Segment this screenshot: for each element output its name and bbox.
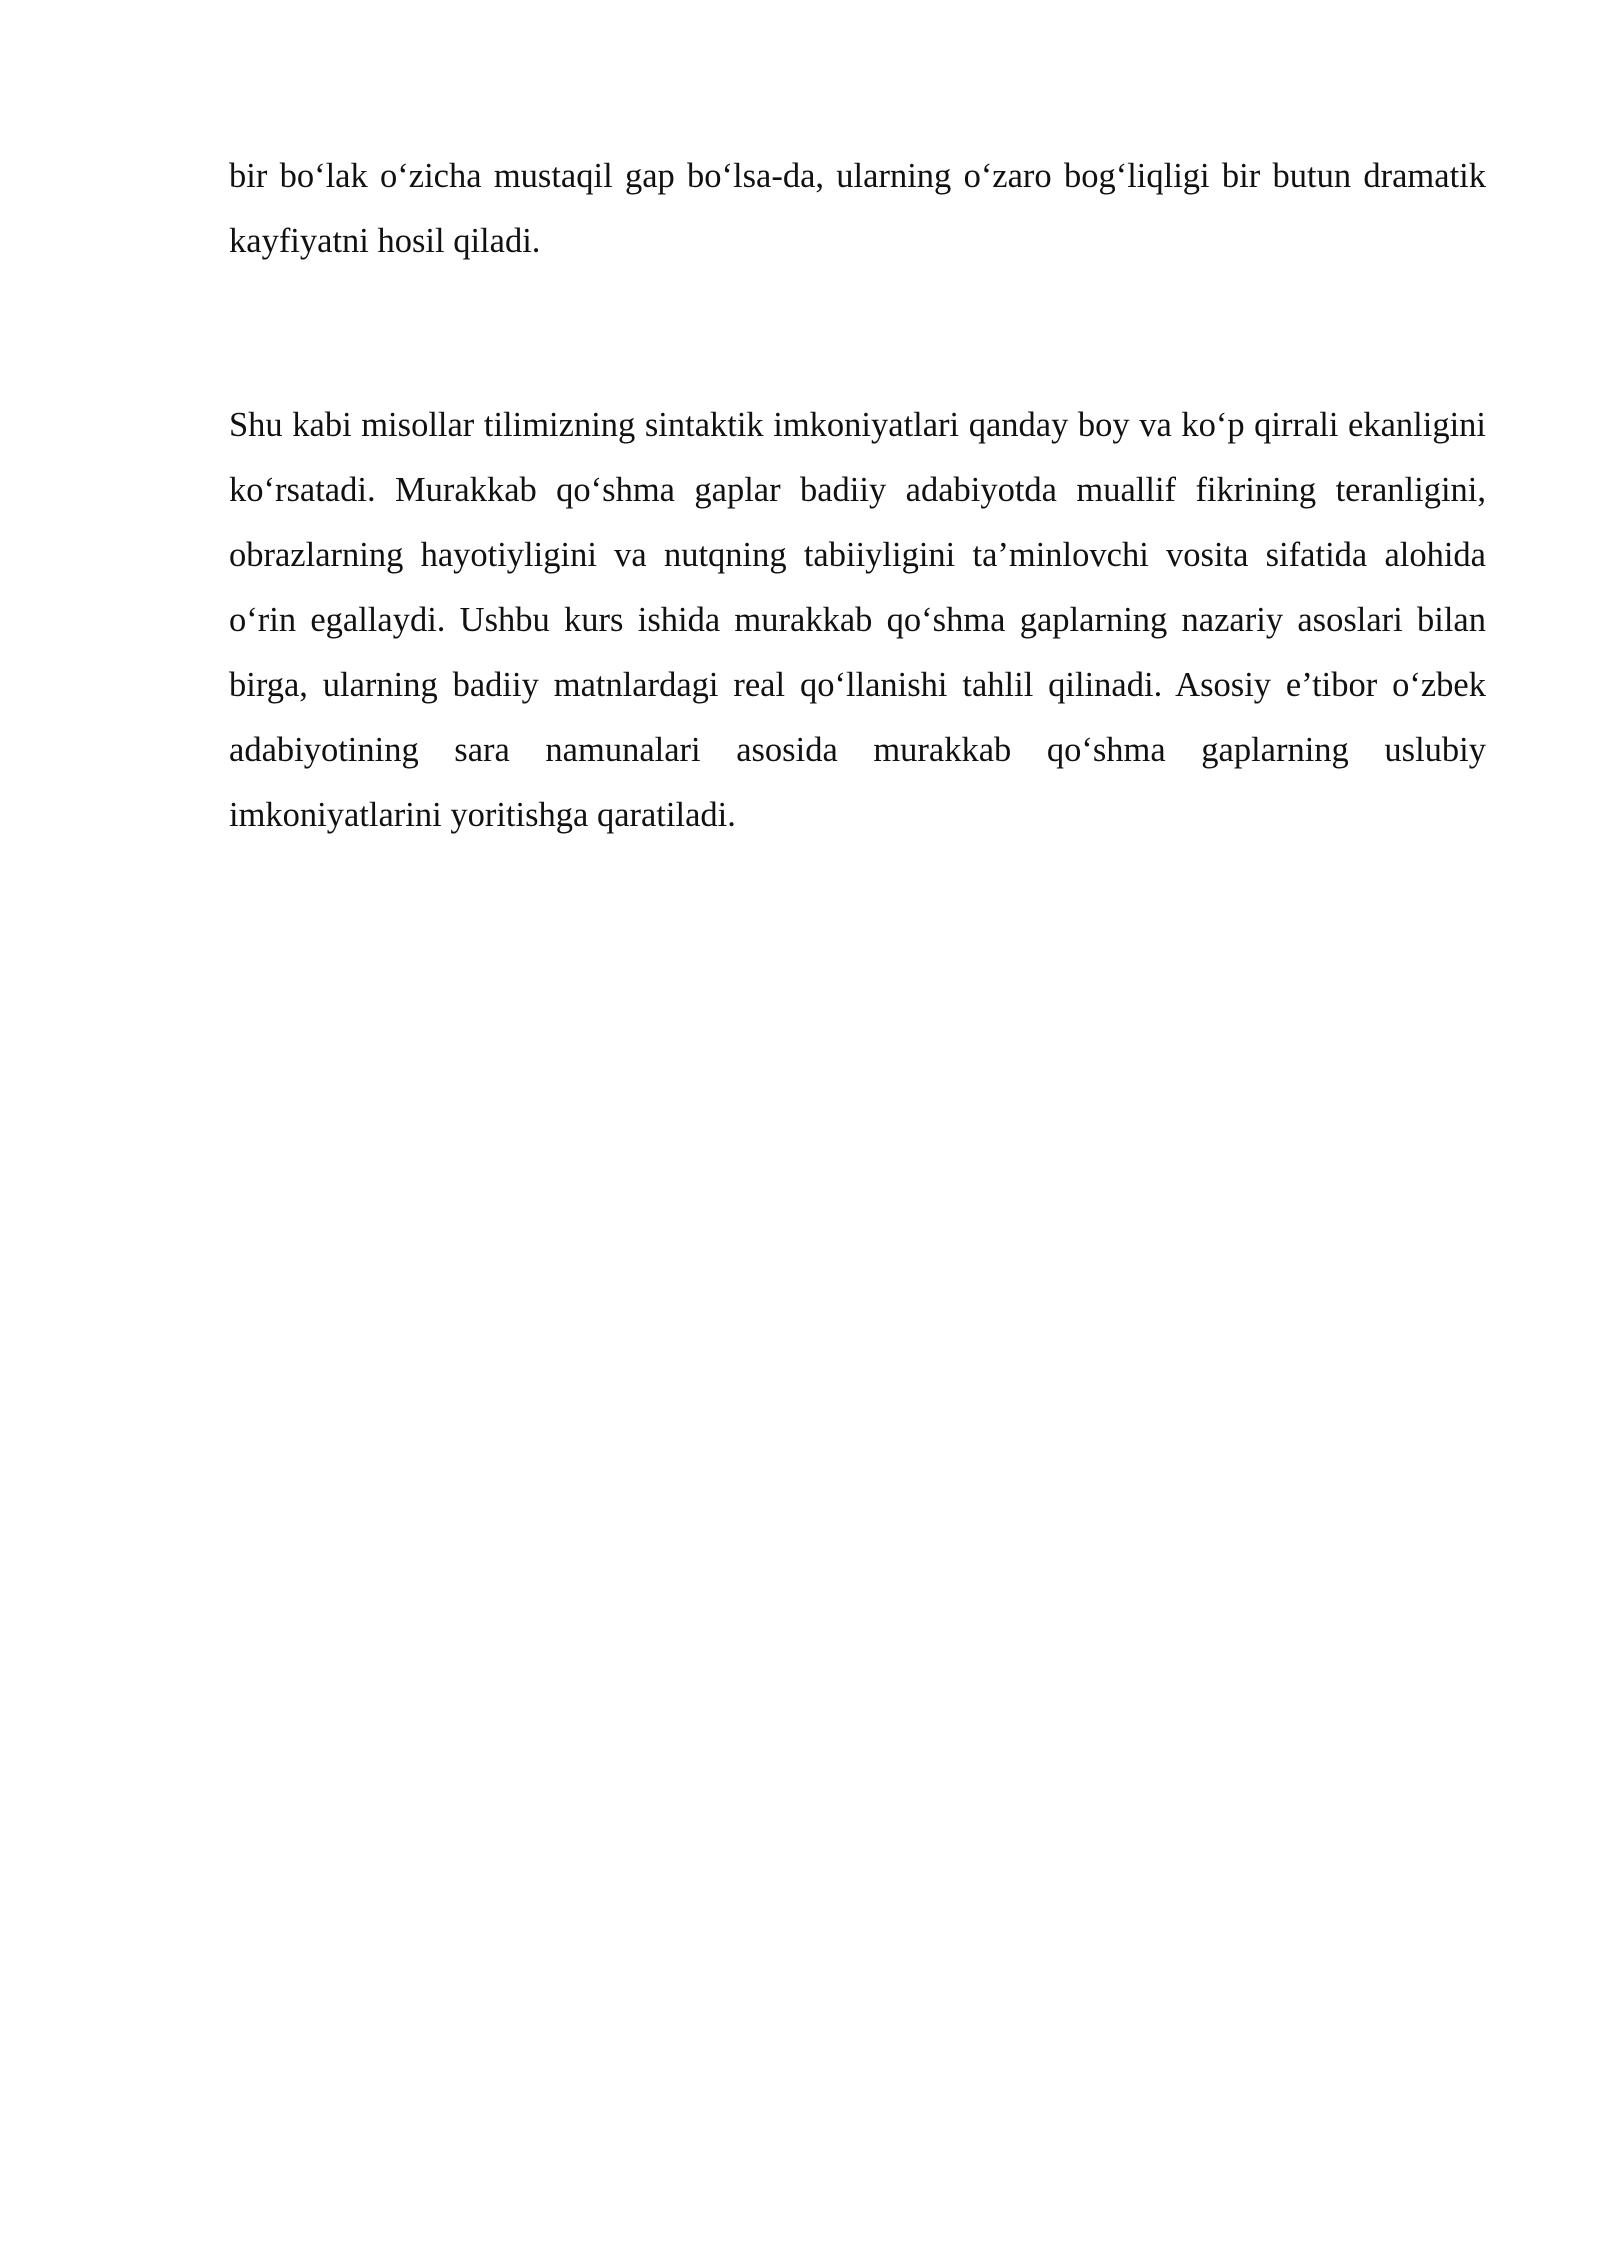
paragraph-continuation: bir bo‘lak o‘zicha mustaqil gap bo‘lsa-da, ularning o‘zaro bog‘liqligi bir butun dramatik kayfiyatni hosil qiladi. [229, 157, 1486, 260]
paragraph-body: Shu kabi misollar tilimizning sintaktik imkoniyatlari qanday boy va ko‘p qirrali ekanligini ko‘rsatadi. Murakkab qo‘shma gaplar badiiy adabiyotda muallif fikrining teranligini, obrazlarning hayotiyligini va nutqning tabiiyligini ta’minlovchi vosita sifatida alohida o‘rin egallaydi. Ushbu kurs ishida murakkab qo‘shma gaplarning nazariy asoslari bilan birga, ularning badiiy matnlardagi real qo‘llanishi tahlil qilinadi. Asosiy e’tibor o‘zbek adabiyotining sara namunalari asosida murakkab qo‘shma gaplarning uslubiy imkoniyatlarini yoritishga qaratiladi. [229, 406, 1486, 834]
